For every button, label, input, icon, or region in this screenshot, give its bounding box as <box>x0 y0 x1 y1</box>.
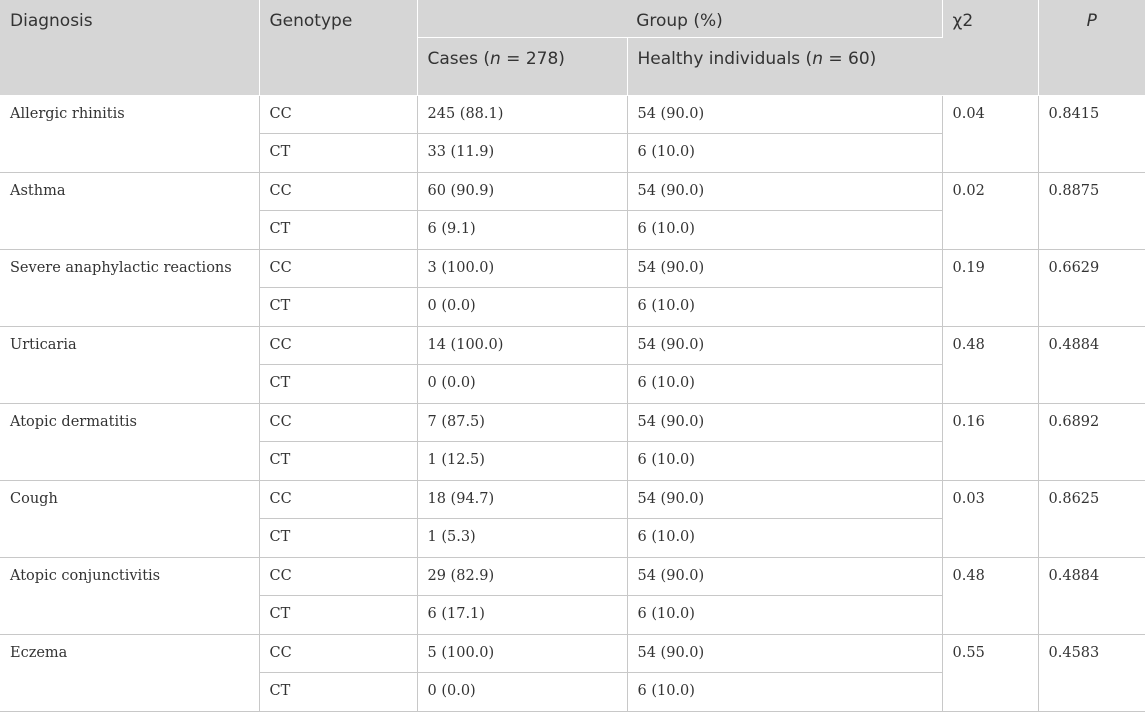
chi2-cell: 0.16 <box>942 403 1038 480</box>
genotype-cell: CC <box>259 326 417 365</box>
genotype-cell: CC <box>259 403 417 442</box>
healthy-cell: 54 (90.0) <box>627 172 942 211</box>
genotype-cell: CC <box>259 480 417 519</box>
chi2-cell: 0.48 <box>942 326 1038 403</box>
cases-cell: 29 (82.9) <box>417 557 627 596</box>
healthy-cell: 54 (90.0) <box>627 557 942 596</box>
genotype-cell: CT <box>259 673 417 712</box>
healthy-cell: 54 (90.0) <box>627 634 942 673</box>
chi2-cell: 0.02 <box>942 172 1038 249</box>
p-value-cell: 0.8625 <box>1038 480 1145 557</box>
p-value-cell: 0.4583 <box>1038 634 1145 711</box>
table-row <box>0 557 1145 596</box>
diagnosis-cell: Severe anaphylactic reactions <box>0 249 259 326</box>
healthy-cell: 6 (10.0) <box>627 519 942 558</box>
diagnosis-cell: Cough <box>0 480 259 557</box>
healthy-cell: 54 (90.0) <box>627 480 942 519</box>
p-value-cell: 0.8415 <box>1038 95 1145 172</box>
header-diagnosis: Diagnosis <box>0 0 259 95</box>
chi2-cell: 0.04 <box>942 95 1038 172</box>
p-value-cell: 0.6892 <box>1038 403 1145 480</box>
cases-cell: 3 (100.0) <box>417 249 627 288</box>
chi2-cell: 0.03 <box>942 480 1038 557</box>
cases-cell: 33 (11.9) <box>417 134 627 173</box>
genotype-cell: CC <box>259 95 417 134</box>
table-row <box>0 326 1145 365</box>
genotype-cell: CC <box>259 249 417 288</box>
header-genotype: Genotype <box>259 0 417 95</box>
cases-cell: 6 (9.1) <box>417 211 627 250</box>
healthy-cell: 6 (10.0) <box>627 134 942 173</box>
table-row <box>0 634 1145 673</box>
header-p-label: P <box>1086 11 1097 31</box>
header-chi2: χ2 <box>942 0 1038 95</box>
header-healthy: Healthy individuals (n = 60) <box>627 37 942 95</box>
healthy-cell: 6 (10.0) <box>627 365 942 404</box>
header-p <box>1038 0 1145 95</box>
genotype-cell: CT <box>259 442 417 481</box>
genotype-cell: CT <box>259 288 417 327</box>
table-row <box>0 95 1145 134</box>
header-group: Group (%) <box>417 0 942 37</box>
healthy-cell: 6 (10.0) <box>627 673 942 712</box>
cases-cell: 1 (12.5) <box>417 442 627 481</box>
genotype-cell: CC <box>259 172 417 211</box>
genotype-cell: CC <box>259 557 417 596</box>
cases-cell: 14 (100.0) <box>417 326 627 365</box>
genotype-cell: CT <box>259 134 417 173</box>
p-value-cell: 0.8875 <box>1038 172 1145 249</box>
healthy-cell: 6 (10.0) <box>627 211 942 250</box>
chi2-cell: 0.48 <box>942 557 1038 634</box>
cases-cell: 1 (5.3) <box>417 519 627 558</box>
genotype-cell: CC <box>259 634 417 673</box>
table-row <box>0 403 1145 442</box>
table-row <box>0 172 1145 211</box>
p-value-cell: 0.4884 <box>1038 557 1145 634</box>
cases-cell: 245 (88.1) <box>417 95 627 134</box>
diagnosis-cell: Allergic rhinitis <box>0 95 259 172</box>
cases-cell: 0 (0.0) <box>417 288 627 327</box>
healthy-cell: 54 (90.0) <box>627 249 942 288</box>
genotype-cell: CT <box>259 365 417 404</box>
cases-cell: 0 (0.0) <box>417 365 627 404</box>
chi2-cell: 0.19 <box>942 249 1038 326</box>
genotype-cell: CT <box>259 519 417 558</box>
table-row <box>0 480 1145 519</box>
diagnosis-cell: Eczema <box>0 634 259 711</box>
cases-cell: 18 (94.7) <box>417 480 627 519</box>
diagnosis-cell: Atopic conjunctivitis <box>0 557 259 634</box>
cases-cell: 60 (90.9) <box>417 172 627 211</box>
diagnosis-cell: Urticaria <box>0 326 259 403</box>
healthy-cell: 54 (90.0) <box>627 95 942 134</box>
healthy-cell: 6 (10.0) <box>627 442 942 481</box>
p-value-cell: 0.6629 <box>1038 249 1145 326</box>
diagnosis-cell: Atopic dermatitis <box>0 403 259 480</box>
table-body <box>0 95 1145 711</box>
healthy-cell: 54 (90.0) <box>627 326 942 365</box>
cases-cell: 0 (0.0) <box>417 673 627 712</box>
healthy-cell: 6 (10.0) <box>627 288 942 327</box>
chi2-cell: 0.55 <box>942 634 1038 711</box>
healthy-cell: 6 (10.0) <box>627 596 942 635</box>
table-row <box>0 249 1145 288</box>
table-header <box>0 0 1145 95</box>
genotype-cell: CT <box>259 596 417 635</box>
healthy-cell: 54 (90.0) <box>627 403 942 442</box>
p-value-cell: 0.4884 <box>1038 326 1145 403</box>
diagnosis-cell: Asthma <box>0 172 259 249</box>
header-cases: Cases (n = 278) <box>417 37 627 95</box>
cases-cell: 6 (17.1) <box>417 596 627 635</box>
genotype-cell: CT <box>259 211 417 250</box>
cases-cell: 7 (87.5) <box>417 403 627 442</box>
cases-cell: 5 (100.0) <box>417 634 627 673</box>
